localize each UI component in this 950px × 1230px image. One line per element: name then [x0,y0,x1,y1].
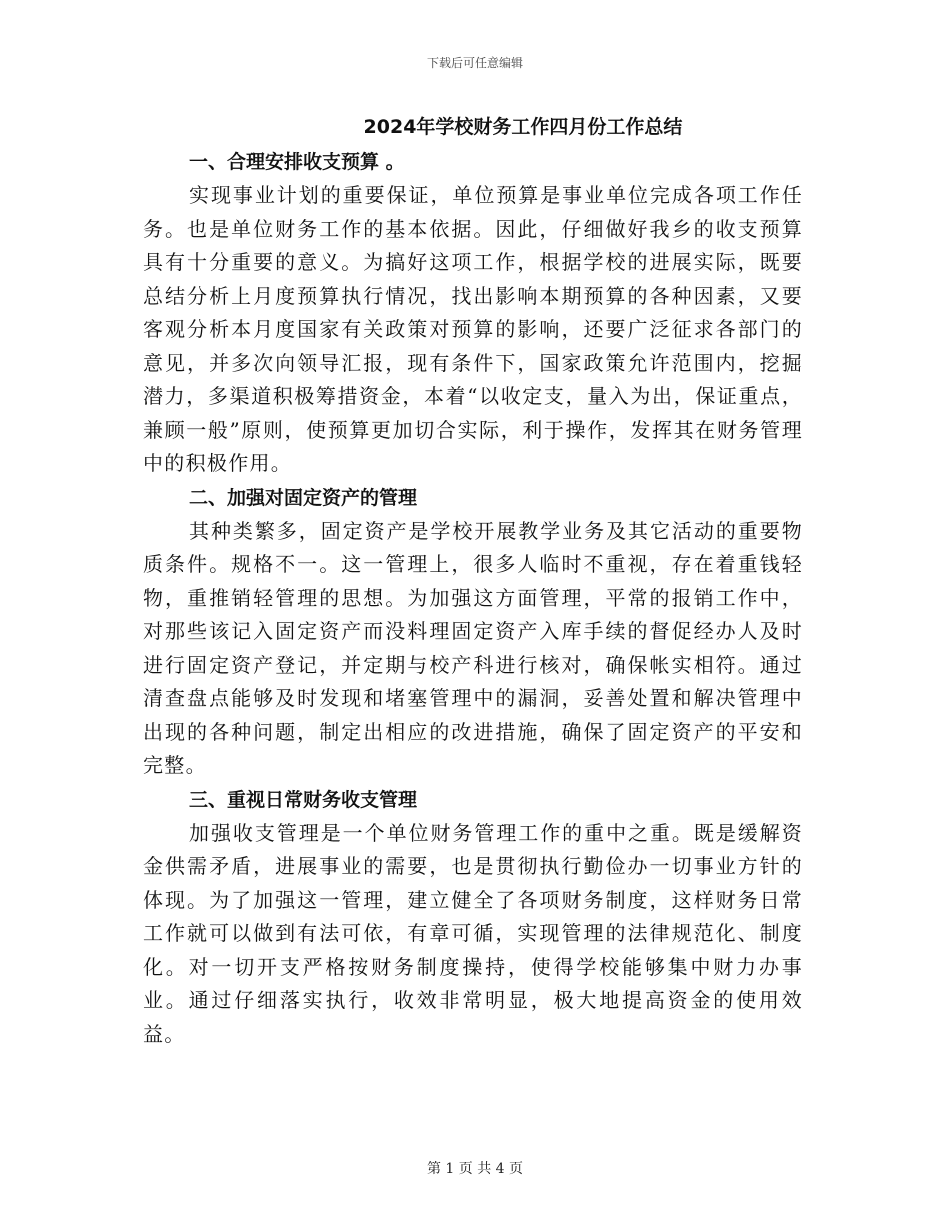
section-heading-budget: 一、合理安排收支预算 。 [189,151,405,173]
section-heading-daily-finance: 三、重视日常财务收支管理 [189,788,418,811]
document-body [143,112,803,1051]
document-title: 2024年学校财务工作四月份工作总结 [363,116,683,138]
section-paragraph-fixed-assets: 其种类繁多，固定资产是学校开展教学业务及其它活动的重要物质条件。规格不一。这一管理上，很多人临时不重视，存在着重钱轻物，重推销轻管理的思想。为加强这方面管理，平常的报销工作中，对那些该记入固定资产而没料理固定资产入库手续的督促经办人及时进行固定资产登记，并定期与校产科进行核对，确保帐实相符。通过清查盘点能够及时发现和堵塞管理中的漏洞，妥善处置和解决管理中出现的各种问题，制定出相应的改进措施，确保了固定资产的平安和完整。 [143,518,803,777]
section-paragraph-daily-finance: 加强收支管理是一个单位财务管理工作的重中之重。既是缓解资金供需矛盾，进展事业的需要，也是贯彻执行勤俭办一切事业方针的体现。为了加强这一管理，建立健全了各项财务制度，这样财务日常工作就可以做到有法可依，有章可循，实现管理的法律规范化、制度化。对一切开支严格按财务制度操持，使得学校能够集中财力办事业。通过仔细落实执行，收效非常明显，极大地提高资金的使用效益。 [143,820,803,1046]
page-footer: 第 1 页 共 4 页 [426,1161,524,1177]
header-note: 下载后可任意编辑 [426,56,523,70]
section-heading-fixed-assets: 二、加强对固定资产的管理 [189,486,418,509]
section-paragraph-budget: 实现事业计划的重要保证，单位预算是事业单位完成各项工作任务。也是单位财务工作的基本依据。因此，仔细做好我乡的收支预算具有十分重要的意义。为搞好这项工作，根据学校的进展实际，既要总结分析上月度预算执行情况，找出影响本期预算的各种因素，又要客观分析本月度国家有关政策对预算的影响，还要广泛征求各部门的意见，并多次向领导汇报，现有条件下，国家政策允许范围内，挖掘潜力，多渠道积极筹措资金，本着“以收定支，量入为出，保证重点，兼顾一般”原则，使预算更加切合实际，利于操作，发挥其在财务管理中的积极作用。 [143,183,803,475]
